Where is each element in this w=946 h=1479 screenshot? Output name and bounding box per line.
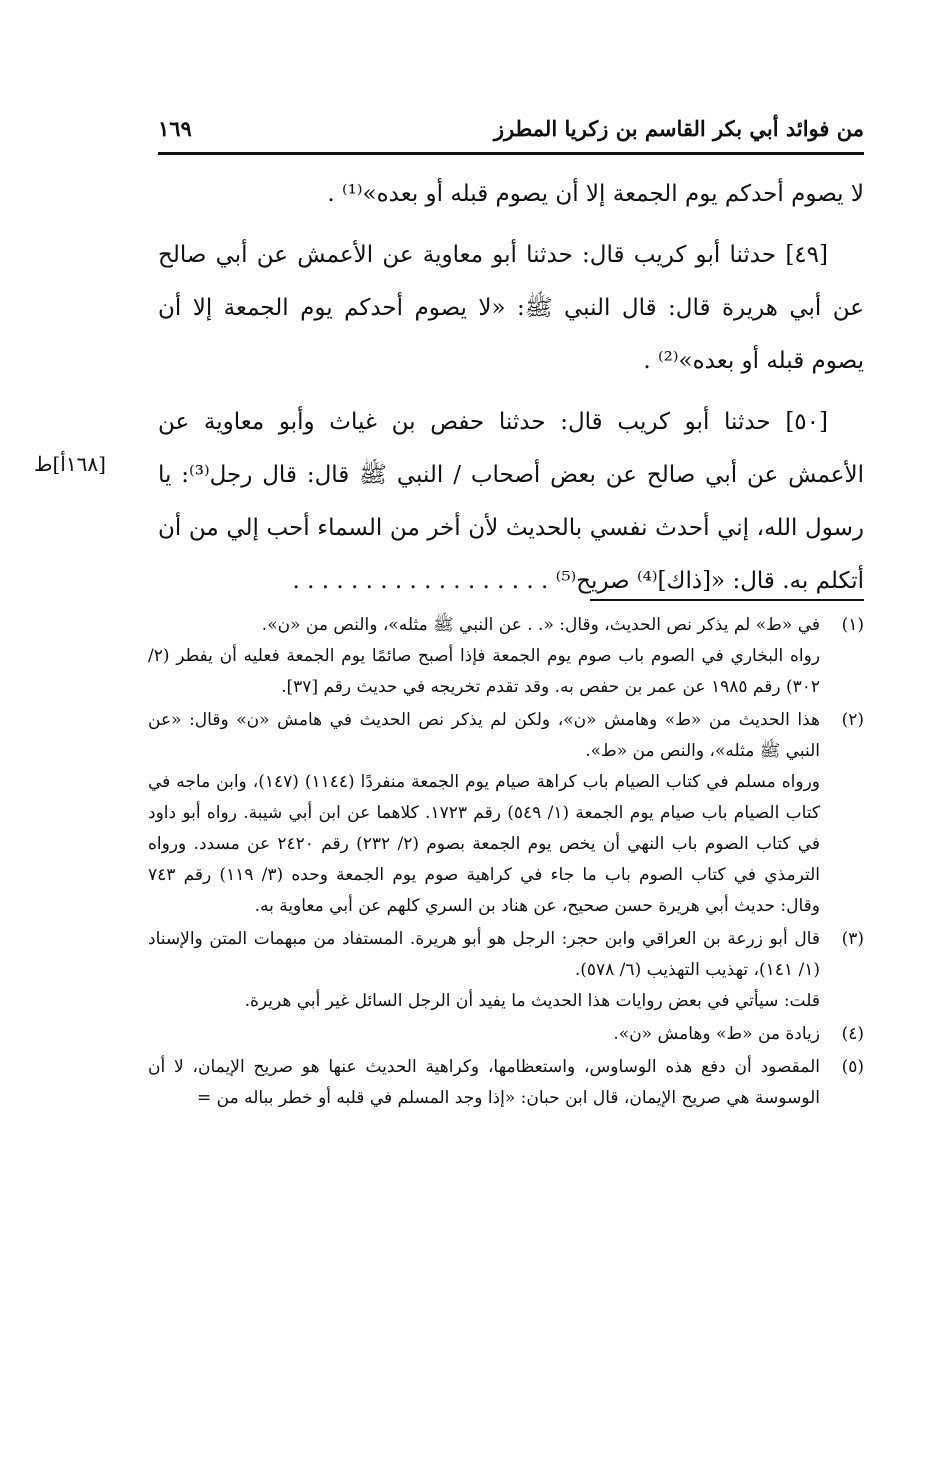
footnote-number: (١): [841, 615, 864, 635]
margin-manuscript-reference: [١٦٨أ]ط: [34, 452, 106, 476]
footnote-4: [148, 1019, 864, 1050]
paragraph-continuation: لا يصوم أحدكم يوم الجمعة إلا أن يصوم قبله أو بعده»⁽¹⁾ .: [327, 181, 864, 207]
footnote-number: (٤): [841, 1024, 864, 1044]
footnote-line: قال أبو زرعة بن العراقي وابن حجر: الرجل هو أبو هريرة. المستفاد من مبهمات المتن والإسناد (١/ ١٤١)، تهذيب التهذيب (٦/ ٥٧٨).: [148, 929, 820, 980]
footnote-line: هذا الحديث من «ط» وهامش «ن»، ولكن لم يذكر نص الحديث في هامش «ن» وقال: «عن النبي ﷺ مثله»، والنص من «ط».: [148, 710, 820, 761]
footnotes: [148, 610, 864, 1116]
main-text: [158, 168, 864, 608]
footnote-2: [148, 705, 864, 922]
footnote-number: (٢): [841, 710, 864, 730]
footnote-3: [148, 924, 864, 1017]
footnote-1: [148, 610, 864, 703]
footnote-line: في «ط» لم يذكر نص الحديث، وقال: «. . عن النبي ﷺ مثله»، والنص من «ن».: [261, 615, 820, 635]
footnote-number: (٣): [841, 929, 864, 949]
footnote-line: قلت: سيأتي في بعض روايات هذا الحديث ما يفيد أن الرجل السائل غير أبي هريرة.: [244, 991, 820, 1011]
running-title: من فوائد أبي بكر القاسم بن زكريا المطرز: [493, 116, 864, 141]
running-header: [158, 112, 864, 155]
page-number: ١٦٩: [158, 116, 192, 141]
footnote-number: (٥): [841, 1057, 864, 1077]
footnote-line: المقصود أن دفع هذه الوساوس، واستعظامها، وكراهية الحديث عنها هو صريح الإيمان، لا أن الوسوسة هي صريح الإيمان، قال ابن حبان: «إذا وجد المسلم في قلبه أو خطر بباله من =: [148, 1057, 820, 1108]
footnote-line: زيادة من «ط» وهامش «ن».: [613, 1024, 820, 1044]
paragraph-hadith-50: [٥٠] حدثنا أبو كريب قال: حدثنا حفص بن غياث وأبو معاوية عن الأعمش عن أبي صالح عن بعض أصحاب / النبي ﷺ قال: قال رجل⁽³⁾: يا رسول الله، إني أحدث نفسي بالحديث لأن أخر من السماء أحب إلي من أن أتكلم به. قال: «[ذاك]⁽⁴⁾ صريح⁽⁵⁾ . . . . . . . . . . . . . . . . . .: [158, 409, 864, 594]
footnote-separator: [590, 599, 864, 601]
paragraph-hadith-49: [٤٩] حدثنا أبو كريب قال: حدثنا أبو معاوية عن الأعمش عن أبي صالح عن أبي هريرة قال: قال النبي ﷺ: «لا يصوم أحدكم يوم الجمعة إلا أن يصوم قبله أو بعده»⁽²⁾ .: [158, 242, 864, 374]
footnote-line: رواه البخاري في الصوم باب صوم يوم الجمعة فإذا أصبح صائمًا يوم الجمعة فعليه أن يفطر (٢/ ٣٠٢) رقم ١٩٨٥ عن عمر بن حفص به. وقد تقدم تخريجه في حديث رقم [٣٧].: [148, 646, 820, 697]
footnote-line: ورواه مسلم في كتاب الصيام باب كراهة صيام يوم الجمعة منفردًا (١١٤٤) (١٤٧)، وابن ماجه في كتاب الصيام باب صيام يوم الجمعة (١/ ٥٤٩) رقم ١٧٢٣. كلاهما عن ابن أبي شيبة. رواه أبو داود في كتاب الصوم باب النهي أن يخص يوم الجمعة بصوم (٢/ ٢٣٢) رقم ٢٤٢٠ عن مسدد. ورواه الترمذي في كتاب الصوم باب ما جاء في كراهية صوم يوم الجمعة وحده (٣/ ١١٩) رقم ٧٤٣ وقال: حديث أبي هريرة حسن صحيح، عن هناد بن السري كلهم عن أبي معاوية به.: [148, 772, 820, 916]
footnote-5: [148, 1052, 864, 1114]
